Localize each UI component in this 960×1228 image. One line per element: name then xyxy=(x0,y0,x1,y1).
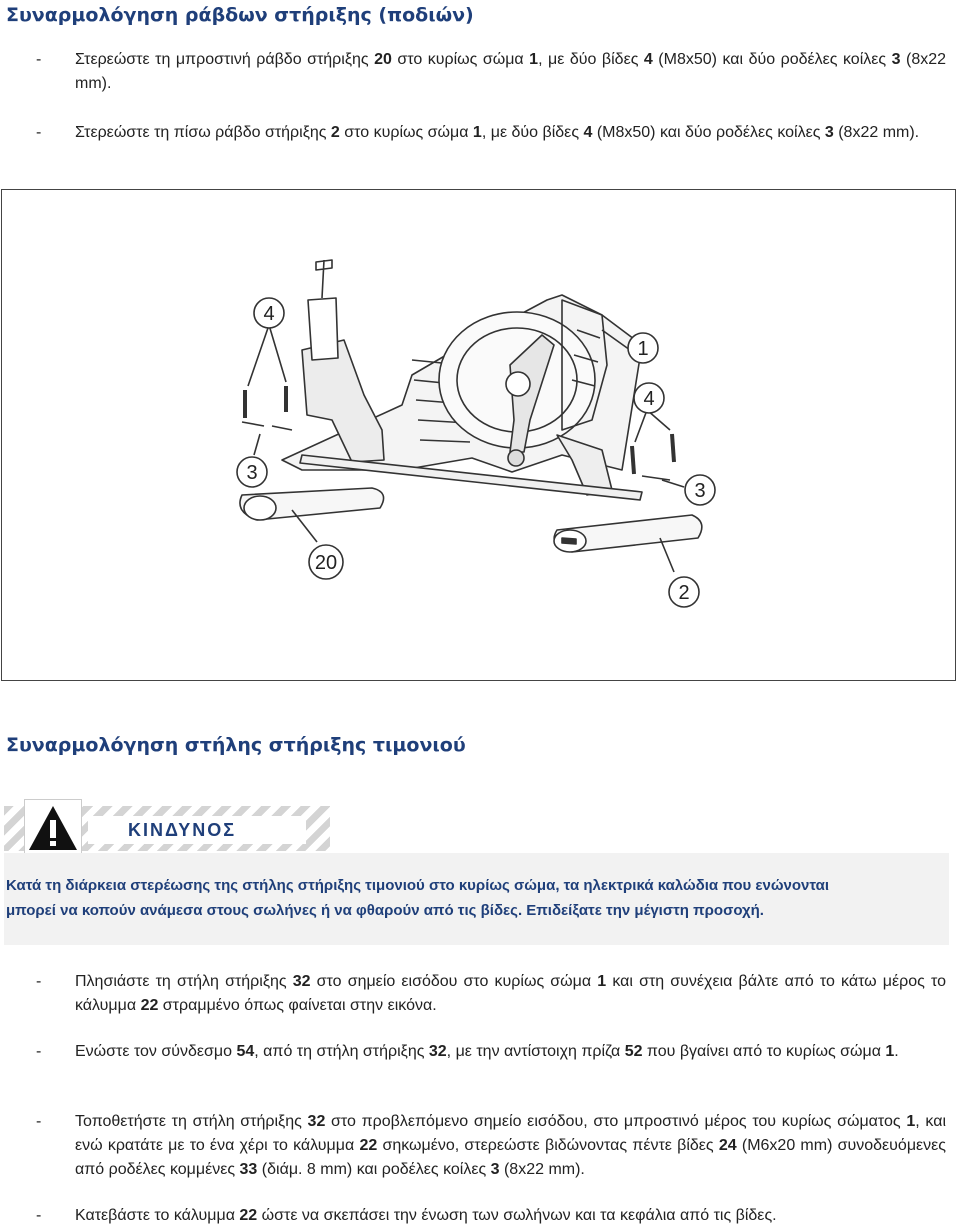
instruction-step: - Στερεώστε τη πίσω ράβδο στήριξης 2 στο κυρίως σώμα 1, με δύο βίδες 4 (M8x50) και δύο ροδέλες κοίλες 3 (8x22 mm). xyxy=(36,121,946,145)
step-text-run: Τοποθετήστε τη στήλη στήριξης xyxy=(75,1113,308,1130)
part-reference-number: 24 xyxy=(718,1137,737,1154)
part-reference-number: 1 xyxy=(906,1113,916,1130)
step-text xyxy=(75,1110,946,1182)
part-reference-number: 52 xyxy=(624,1043,643,1060)
step-text xyxy=(75,1040,946,1064)
part-reference-number: 22 xyxy=(140,997,159,1014)
step-text-run: στραμμένο όπως φαίνεται στην εικόνα. xyxy=(158,997,437,1014)
part-reference-number: 32 xyxy=(307,1113,326,1130)
warning-text: Κατά τη διάρκεια στερέωσης της στήλης στήριξης τιμονιού στο κυρίως σώμα, τα ηλεκτρικά καλώδια που ενώνονται μπορεί να κοπούν ανάμεσα στους σωλήνες ή να φθαρούν από τις βίδες. Επιδείξατε την μέγιστη προσοχή. xyxy=(6,877,830,919)
instruction-step: - Τοποθετήστε τη στήλη στήριξης 32 στο προβλεπόμενο σημείο εισόδου, στο μπροστινό μέρος του κυρίως σώματος 1, και ενώ κρατάτε με το ένα χέρι το κάλυμμα 22 σηκωμένο, στερεώστε βιδώνοντας πέντε βίδες 24 (M6x20 mm) συνοδευόμενες από ροδέλες κομμένες 33 (διάμ. 8 mm) και ροδέλες κοίλες 3 (8x22 mm). xyxy=(36,1110,946,1182)
part-reference-number: 3 xyxy=(824,124,834,141)
callout-label: 1 xyxy=(637,338,649,360)
step-text-run: ώστε να σκεπάσει την ένωση των σωλήνων και τα κεφάλια από τις βίδες. xyxy=(257,1207,777,1224)
step-text xyxy=(75,970,946,1018)
callout-label: 3 xyxy=(694,480,706,502)
step-text-run: Ενώστε τον σύνδεσμο xyxy=(75,1043,237,1060)
callout-label: 4 xyxy=(263,303,275,325)
assembly-illustration xyxy=(2,190,955,680)
step-text-run: στο προβλεπόμενο σημείο εισόδου, στο μπροστινό μέρος του κυρίως σώματος xyxy=(325,1113,907,1130)
step-text xyxy=(75,1204,946,1228)
callout-label: 2 xyxy=(678,582,690,604)
part-reference-number: 1 xyxy=(472,124,482,141)
step-text xyxy=(75,121,946,145)
part-reference-number: 3 xyxy=(891,51,901,68)
step-text-run: , από τη στήλη στήριξης xyxy=(254,1043,429,1060)
step-text-run: , με δύο βίδες xyxy=(481,124,584,141)
step-text-run: (8x22 mm). xyxy=(499,1161,585,1178)
step-text-run: στο σημείο εισόδου στο κυρίως σώμα xyxy=(310,973,598,990)
part-reference-number: 4 xyxy=(583,124,593,141)
step-text-run: Πλησιάστε τη στήλη στήριξης xyxy=(75,973,293,990)
part-reference-number: 1 xyxy=(529,51,539,68)
instruction-step: - Ενώστε τον σύνδεσμο 54, από τη στήλη στήριξης 32, με την αντίστοιχη πρίζα 52 που βγαίνει από το κυρίως σώμα 1. xyxy=(36,1040,946,1064)
callout-label: 4 xyxy=(643,388,655,410)
part-reference-number: 33 xyxy=(239,1161,258,1178)
step-text-run: (8x22 mm). xyxy=(75,51,947,92)
step-text-run: Κατεβάστε το κάλυμμα xyxy=(75,1207,240,1224)
instruction-step: - Κατεβάστε το κάλυμμα 22 ώστε να σκεπάσει την ένωση των σωλήνων και τα κεφάλια από τις βίδες. xyxy=(36,1204,946,1228)
part-reference-number: 3 xyxy=(490,1161,500,1178)
step-text-run: Στερεώστε τη μπροστινή ράβδο στήριξης xyxy=(75,51,375,68)
part-reference-number: 32 xyxy=(428,1043,447,1060)
step-text-run: (M6x20 mm) συνοδευόμενες από ροδέλες κομμένες xyxy=(75,1137,947,1178)
step-text xyxy=(75,48,946,96)
danger-label: ΚΙΝΔΥΝΟΣ xyxy=(88,816,306,844)
step-text-run: , με την αντίστοιχη πρίζα xyxy=(446,1043,625,1060)
part-reference-number: 22 xyxy=(359,1137,378,1154)
part-reference-number: 32 xyxy=(292,973,311,990)
step-text-run: σηκωμένο, στερεώστε βιδώνοντας πέντε βίδες xyxy=(377,1137,719,1154)
instruction-step: - Στερεώστε τη μπροστινή ράβδο στήριξης 20 στο κυρίως σώμα 1, με δύο βίδες 4 (M8x50) και δύο ροδέλες κοίλες 3 (8x22 mm). xyxy=(36,48,946,96)
part-reference-number: 1 xyxy=(597,973,607,990)
part-reference-number: 2 xyxy=(330,124,340,141)
part-reference-number: 22 xyxy=(239,1207,258,1224)
part-reference-number: 20 xyxy=(374,51,392,68)
step-text-run: (διάμ. 8 mm) και ροδέλες κοίλες xyxy=(257,1161,491,1178)
step-text-run: στο κυρίως σώμα xyxy=(391,51,530,68)
step-text-run: που βγαίνει από το κυρίως σώμα xyxy=(642,1043,886,1060)
part-reference-number: 54 xyxy=(236,1043,255,1060)
step-text-run: και στη συνέχεια βάλτε από το κάτω μέρος το κάλυμμα xyxy=(75,973,946,1014)
step-text-run: (M8x50) και δύο ροδέλες κοίλες xyxy=(592,124,825,141)
callout-label: 20 xyxy=(314,552,338,574)
step-text-run: (M8x50) και δύο ροδέλες κοίλες xyxy=(652,51,892,68)
step-text-run: , με δύο βίδες xyxy=(538,51,644,68)
part-reference-number: 4 xyxy=(643,51,653,68)
step-text-run: , και ενώ κρατάτε με το ένα χέρι το κάλυμμα xyxy=(75,1113,946,1154)
section-heading-handlebar-column: Συναρμολόγηση στήλης στήριξης τιμονιού xyxy=(6,734,466,756)
callout-label: 3 xyxy=(246,462,258,484)
step-text-run: στο κυρίως σώμα xyxy=(339,124,473,141)
part-reference-number: 1 xyxy=(885,1043,895,1060)
instruction-step: - Πλησιάστε τη στήλη στήριξης 32 στο σημείο εισόδου στο κυρίως σώμα 1 και στη συνέχεια βάλτε από το κάτω μέρος το κάλυμμα 22 στραμμένο όπως φαίνεται στην εικόνα. xyxy=(36,970,946,1018)
warning-icon xyxy=(24,799,82,859)
assembly-diagram xyxy=(1,189,956,681)
step-text-run: . xyxy=(894,1043,899,1060)
step-text-run: Στερεώστε τη πίσω ράβδο στήριξης xyxy=(75,124,331,141)
warning-box xyxy=(4,853,949,945)
step-text-run: (8x22 mm). xyxy=(833,124,920,141)
section-heading-support-bars: Συναρμολόγηση ράβδων στήριξης (ποδιών) xyxy=(6,4,474,26)
